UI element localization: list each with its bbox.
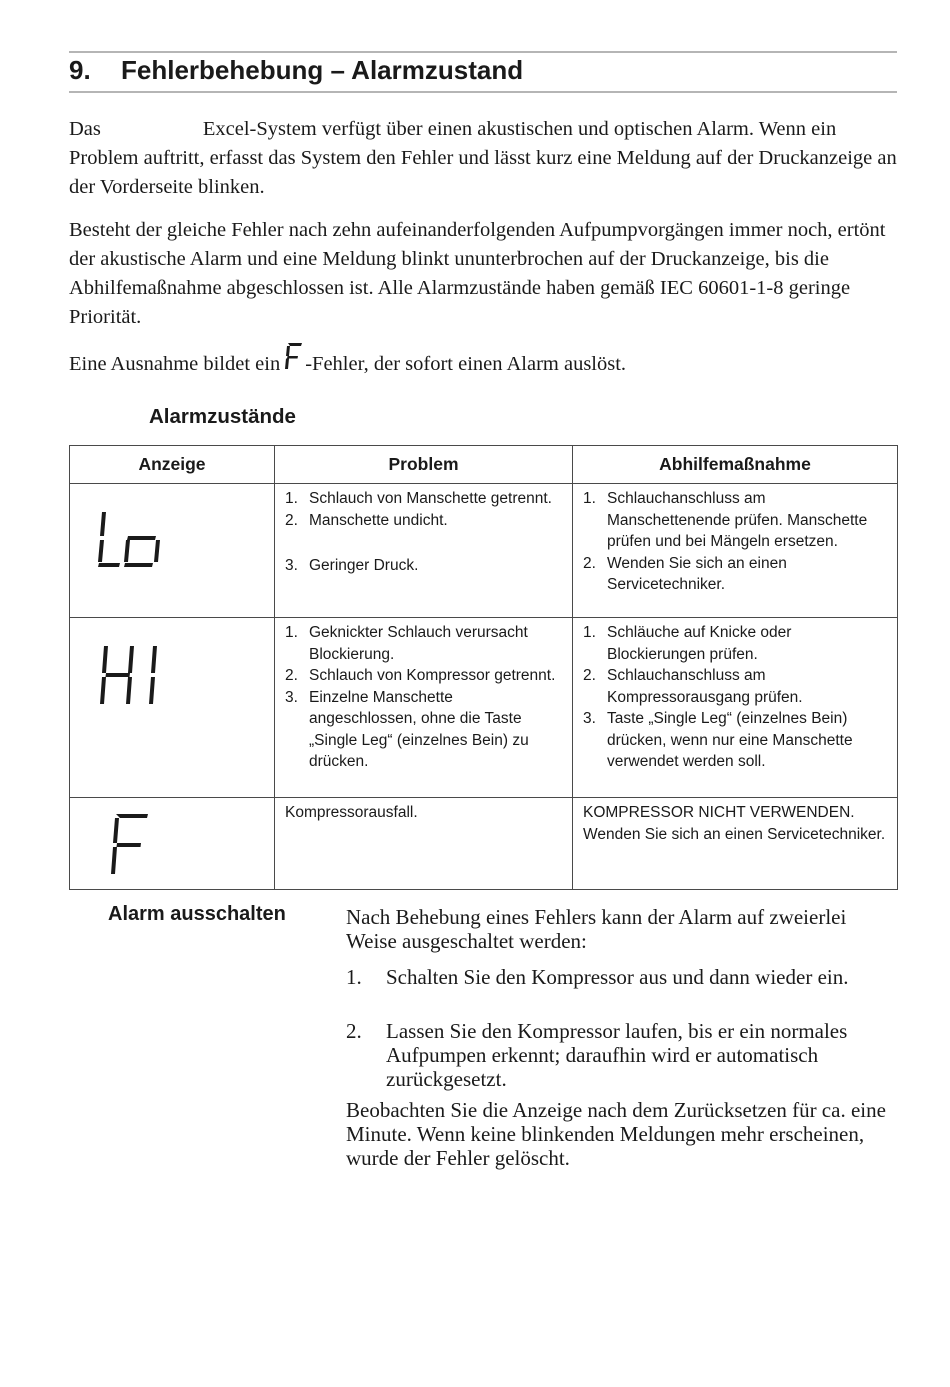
f-display-icon: [108, 812, 152, 878]
problem-list-hi: [285, 622, 564, 773]
display-cell-f: [70, 798, 275, 890]
step-number: 2.: [346, 1019, 362, 1043]
list-item: 3. Taste „Single Leg“ (einzelnes Bein) drücken, wenn nur eine Manschette verwendet werden soll.: [583, 710, 853, 770]
list-item: 2. Wenden Sie sich an einen Servicetechniker.: [583, 554, 787, 593]
intro-p1-start: Das: [69, 118, 101, 140]
list-item: 1. Geknickter Schlauch verursacht Blockierung.: [285, 624, 528, 663]
hi-display-icon: [98, 644, 164, 708]
section-heading: [69, 55, 523, 85]
table-header-row: [70, 446, 898, 484]
section-rule-top: [69, 51, 897, 53]
alarm-off-outro: Beobachten Sie die Anzeige nach dem Zurücksetzen für ca. eine Minute. Wenn keine blinkenden Meldungen mehr erscheinen, wurde der Fehler gelöscht.: [346, 1098, 886, 1170]
list-item: [346, 1019, 898, 1091]
remedy-list-hi: [583, 622, 889, 773]
f-error-inline-icon: [284, 342, 304, 381]
problem-cell-f: [275, 798, 573, 890]
list-item: 2. Schlauchanschluss am Kompressorausgang prüfen.: [583, 667, 803, 706]
problem-cell-hi: [275, 618, 573, 798]
remedy-list-lo: [583, 488, 889, 596]
intro-paragraph-3: [69, 342, 899, 381]
display-cell-lo: [70, 484, 275, 618]
remedy-cell-f: [573, 798, 898, 890]
table-caption: Alarmzustände: [149, 405, 296, 428]
intro-paragraph-1: [69, 115, 899, 202]
section-rule-bottom: [69, 91, 897, 93]
problem-cell-lo: [275, 484, 573, 618]
lo-display-icon: [96, 510, 166, 568]
header-abhilfe: Abhilfemaßnahme: [573, 446, 898, 484]
intro-p3-before: Eine Ausnahme bildet ein: [69, 353, 281, 375]
problem-text-f: Kompressorausfall.: [285, 804, 418, 821]
header-anzeige: Anzeige: [70, 446, 275, 484]
list-item: 2. Schlauch von Kompressor getrennt.: [285, 667, 556, 684]
alarm-conditions-table: [69, 445, 898, 890]
remedy-cell-hi: [573, 618, 898, 798]
list-item: 1. Schlauch von Manschette getrennt.: [285, 490, 552, 507]
list-item: 1. Schlauchanschluss am Manschettenende prüfen. Manschette prüfen und bei Mängeln ersetzen.: [583, 490, 868, 550]
alarm-off-intro: Nach Behebung eines Fehlers kann der Alarm auf zweierlei Weise ausgeschaltet werden:: [346, 905, 847, 953]
step-text: Lassen Sie den Kompressor laufen, bis er ein normales Aufpumpen erkennt; daraufhin wird er automatisch zurückgesetzt.: [386, 1019, 848, 1091]
intro-p3-after: -Fehler, der sofort einen Alarm auslöst.: [305, 353, 627, 375]
intro-p1-rest: Excel-System verfügt über einen akustischen und optischen Alarm. Wenn ein Problem auftritt, erfasst das System den Fehler und lässt kurz eine Meldung auf der Druckanzeige an der Vorderseite blinken.: [69, 118, 897, 198]
step-text: Schalten Sie den Kompressor aus und dann wieder ein.: [386, 965, 849, 989]
intro-paragraph-2: Besteht der gleiche Fehler nach zehn aufeinanderfolgenden Aufpumpvorgängen immer noch, ertönt der akustische Alarm und eine Meldung blinkt ununterbrochen auf der Druckanzeige, bis die Abhilfemaßnahme abgeschlossen ist. Alle Alarmzustände haben gemäß IEC 60601-1-8 geringe Priorität.: [69, 219, 886, 328]
list-item: 1. Schläuche auf Knicke oder Blockierungen prüfen.: [583, 624, 792, 663]
remedy-line-2: Wenden Sie sich an einen Servicetechniker.: [583, 825, 886, 843]
list-item: [346, 965, 898, 989]
list-item: 2. Manschette undicht.: [285, 511, 448, 529]
remedy-cell-lo: [573, 484, 898, 618]
table-row-lo: [70, 484, 898, 618]
step-number: 1.: [346, 965, 362, 989]
header-problem: Problem: [275, 446, 573, 484]
table-row-hi: [70, 618, 898, 798]
alarm-off-label: Alarm ausschalten: [108, 903, 286, 925]
remedy-line-1: KOMPRESSOR NICHT VERWENDEN.: [583, 804, 855, 821]
display-cell-hi: [70, 618, 275, 798]
section-number: 9.: [69, 55, 91, 85]
list-item: 3. Einzelne Manschette angeschlossen, ohne die Taste „Single Leg“ (einzelnes Bein) zu drücken.: [285, 688, 529, 770]
table-row-f: [70, 798, 898, 890]
problem-list-lo: [285, 488, 564, 577]
list-item: 3. Geringer Druck.: [285, 557, 419, 574]
section-title: Fehlerbehebung – Alarmzustand: [121, 55, 524, 85]
